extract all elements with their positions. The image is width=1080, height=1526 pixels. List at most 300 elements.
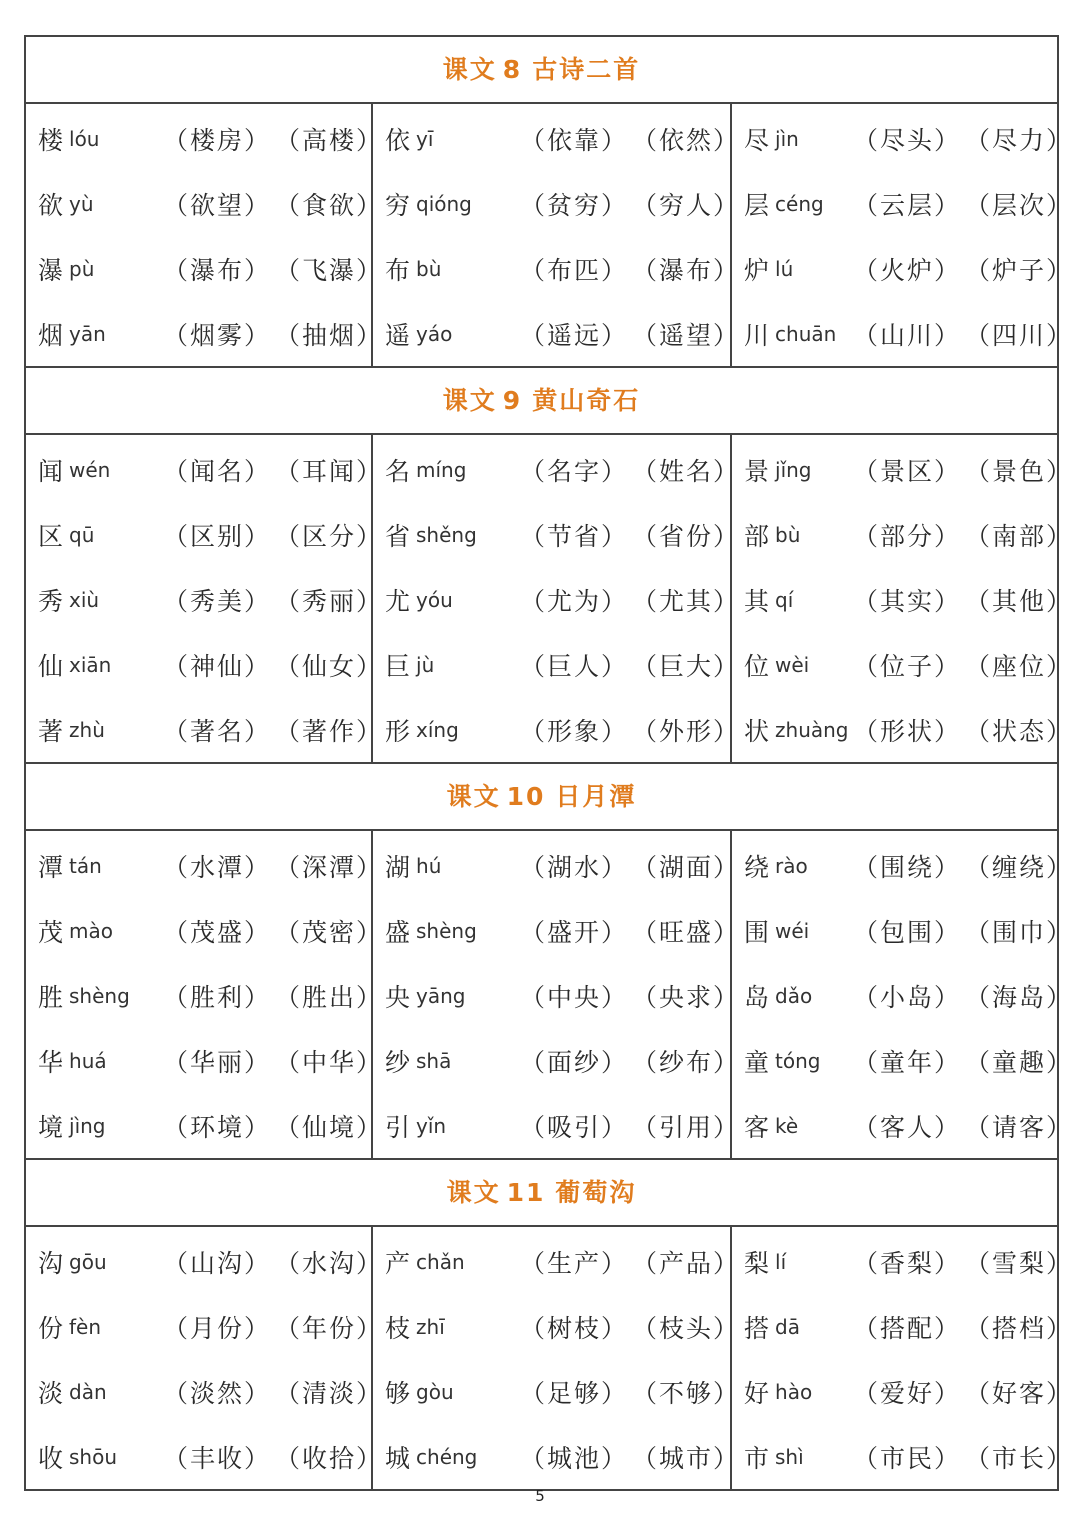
vocab-column bbox=[730, 1227, 1074, 1489]
vocab-entry bbox=[732, 236, 1074, 301]
vocab-character: 瀑 bbox=[38, 255, 64, 285]
vocab-word: （引用） bbox=[632, 1112, 741, 1142]
vocab-word: （穷人） bbox=[632, 190, 741, 220]
vocab-character: 尽 bbox=[744, 125, 770, 155]
vocab-entry bbox=[373, 502, 741, 567]
vocab-entry bbox=[26, 106, 384, 171]
lesson-label: 课文 bbox=[442, 55, 497, 84]
vocab-character: 纱 bbox=[385, 1047, 411, 1077]
vocab-column bbox=[730, 831, 1074, 1158]
vocab-character: 收 bbox=[38, 1443, 64, 1473]
vocab-word: （姓名） bbox=[632, 456, 741, 486]
vocab-word: （著作） bbox=[275, 716, 384, 746]
vocab-pinyin: yāng bbox=[416, 983, 466, 1008]
vocab-entry bbox=[732, 106, 1074, 171]
vocab-word: （年份） bbox=[275, 1313, 384, 1343]
vocab-entry bbox=[732, 1359, 1074, 1424]
vocab-word: （位子） bbox=[853, 651, 962, 681]
vocab-pinyin: yī bbox=[416, 126, 434, 151]
vocab-entry bbox=[373, 236, 741, 301]
vocab-pinyin: tóng bbox=[775, 1048, 821, 1073]
vocab-entry bbox=[373, 833, 741, 898]
lesson-section bbox=[26, 764, 1074, 1160]
vocab-word: （烟雾） bbox=[163, 320, 272, 350]
vocab-word: （清淡） bbox=[275, 1378, 384, 1408]
vocab-word: （云层） bbox=[853, 190, 962, 220]
vocab-character: 区 bbox=[38, 521, 64, 551]
vocab-character: 炉 bbox=[744, 255, 770, 285]
vocab-column bbox=[371, 104, 741, 366]
vocab-character: 华 bbox=[38, 1047, 64, 1077]
vocab-character: 茂 bbox=[38, 917, 64, 947]
vocab-word: （贫穷） bbox=[520, 190, 629, 220]
vocab-pinyin: wéi bbox=[775, 918, 810, 943]
vocab-pinyin: yān bbox=[69, 321, 106, 346]
vocab-entry bbox=[732, 502, 1074, 567]
vocab-word: （山川） bbox=[853, 320, 962, 350]
vocab-pinyin: bù bbox=[416, 256, 442, 281]
vocab-entry bbox=[26, 697, 384, 762]
vocab-pinyin: qí bbox=[775, 587, 794, 612]
vocab-entry bbox=[373, 1294, 741, 1359]
vocab-character: 境 bbox=[38, 1112, 64, 1142]
vocab-character: 穷 bbox=[385, 190, 411, 220]
page-number: 5 bbox=[535, 1487, 545, 1505]
vocab-word: （省份） bbox=[632, 521, 741, 551]
lesson-name: 古诗二首 bbox=[532, 55, 641, 84]
lesson-title bbox=[26, 37, 1057, 104]
vocab-word: （形状） bbox=[853, 716, 962, 746]
vocab-word: （欲望） bbox=[163, 190, 272, 220]
vocab-word: （围巾） bbox=[965, 917, 1074, 947]
vocab-word: （纱布） bbox=[632, 1047, 741, 1077]
vocab-entry bbox=[373, 301, 741, 366]
vocab-word: （水沟） bbox=[275, 1248, 384, 1278]
vocab-entry bbox=[26, 963, 384, 1028]
vocab-character: 围 bbox=[744, 917, 770, 947]
vocab-pinyin: gōu bbox=[69, 1249, 107, 1274]
vocab-character: 童 bbox=[744, 1047, 770, 1077]
vocab-word: （座位） bbox=[965, 651, 1074, 681]
vocab-entry bbox=[26, 833, 384, 898]
vocab-column bbox=[371, 831, 741, 1158]
vocab-pinyin: shōu bbox=[69, 1444, 118, 1469]
vocab-word: （淡然） bbox=[163, 1378, 272, 1408]
vocab-word: （节省） bbox=[520, 521, 629, 551]
vocab-word: （香梨） bbox=[853, 1248, 962, 1278]
vocab-word: （布匹） bbox=[520, 255, 629, 285]
vocab-column bbox=[730, 104, 1074, 366]
vocab-entry bbox=[26, 236, 384, 301]
vocab-word: （围绕） bbox=[853, 852, 962, 882]
vocab-pinyin: wén bbox=[69, 457, 111, 482]
vocabulary-table bbox=[24, 35, 1074, 1491]
vocab-character: 枝 bbox=[385, 1313, 411, 1343]
vocab-character: 产 bbox=[385, 1248, 411, 1278]
vocab-word: （央求） bbox=[632, 982, 741, 1012]
vocab-character: 仙 bbox=[38, 651, 64, 681]
vocab-pinyin: lú bbox=[775, 256, 794, 281]
vocab-entry bbox=[732, 898, 1074, 963]
vocab-character: 烟 bbox=[38, 320, 64, 350]
vocab-pinyin: wèi bbox=[775, 652, 810, 677]
vocab-word: （面纱） bbox=[520, 1047, 629, 1077]
vocab-entry bbox=[732, 567, 1074, 632]
vocab-entry bbox=[26, 567, 384, 632]
vocab-word: （华丽） bbox=[163, 1047, 272, 1077]
vocab-word: （中央） bbox=[520, 982, 629, 1012]
vocab-word: （好客） bbox=[965, 1378, 1074, 1408]
vocab-word: （名字） bbox=[520, 456, 629, 486]
vocab-word: （秀美） bbox=[163, 586, 272, 616]
lesson-section bbox=[26, 37, 1074, 368]
vocab-word: （景色） bbox=[965, 456, 1074, 486]
vocab-character: 形 bbox=[385, 716, 411, 746]
vocab-entry bbox=[732, 1229, 1074, 1294]
vocab-character: 盛 bbox=[385, 917, 411, 947]
vocab-pinyin: lí bbox=[775, 1249, 787, 1274]
lesson-grid bbox=[26, 831, 1074, 1160]
vocab-pinyin: zhuàng bbox=[775, 717, 849, 742]
vocab-character: 淡 bbox=[38, 1378, 64, 1408]
vocab-word: （树枝） bbox=[520, 1313, 629, 1343]
vocab-pinyin: xiān bbox=[69, 652, 112, 677]
vocab-word: （市长） bbox=[965, 1443, 1074, 1473]
vocab-character: 层 bbox=[744, 190, 770, 220]
vocab-character: 川 bbox=[744, 320, 770, 350]
vocab-character: 遥 bbox=[385, 320, 411, 350]
vocab-entry bbox=[26, 1093, 384, 1158]
vocab-word: （抽烟） bbox=[275, 320, 384, 350]
vocab-character: 胜 bbox=[38, 982, 64, 1012]
vocab-pinyin: céng bbox=[775, 191, 824, 216]
vocab-entry bbox=[732, 963, 1074, 1028]
vocab-pinyin: yóu bbox=[416, 587, 453, 612]
vocab-word: （包围） bbox=[853, 917, 962, 947]
vocab-entry bbox=[373, 1028, 741, 1093]
vocab-pinyin: zhī bbox=[416, 1314, 445, 1339]
vocab-pinyin: bù bbox=[775, 522, 801, 547]
lesson-name: 黄山奇石 bbox=[532, 386, 641, 415]
vocab-word: （盛开） bbox=[520, 917, 629, 947]
lesson-number: 11 bbox=[506, 1178, 546, 1207]
vocab-word: （深潭） bbox=[275, 852, 384, 882]
vocab-word: （收拾） bbox=[275, 1443, 384, 1473]
vocab-pinyin: dǎo bbox=[775, 983, 813, 1008]
vocab-character: 名 bbox=[385, 456, 411, 486]
vocab-character: 好 bbox=[744, 1378, 770, 1408]
vocab-word: （尤其） bbox=[632, 586, 741, 616]
vocab-entry bbox=[26, 898, 384, 963]
lesson-label: 课文 bbox=[442, 386, 497, 415]
vocab-word: （城市） bbox=[632, 1443, 741, 1473]
vocab-word: （形象） bbox=[520, 716, 629, 746]
vocab-column bbox=[730, 435, 1074, 762]
vocab-pinyin: jìng bbox=[69, 1113, 106, 1138]
vocab-word: （茂盛） bbox=[163, 917, 272, 947]
lesson-grid bbox=[26, 104, 1074, 368]
vocab-entry bbox=[26, 1359, 384, 1424]
vocab-pinyin: chǎn bbox=[416, 1249, 465, 1274]
vocab-character: 闻 bbox=[38, 456, 64, 486]
vocab-word: （海岛） bbox=[965, 982, 1074, 1012]
vocab-entry bbox=[26, 1229, 384, 1294]
vocab-pinyin: chéng bbox=[416, 1444, 478, 1469]
vocab-entry bbox=[732, 1294, 1074, 1359]
vocab-entry bbox=[732, 833, 1074, 898]
vocab-entry bbox=[373, 963, 741, 1028]
vocab-entry bbox=[373, 567, 741, 632]
vocab-entry bbox=[373, 106, 741, 171]
vocab-entry bbox=[732, 632, 1074, 697]
vocab-word: （尤为） bbox=[520, 586, 629, 616]
vocab-entry bbox=[732, 171, 1074, 236]
vocab-entry bbox=[26, 171, 384, 236]
vocab-character: 沟 bbox=[38, 1248, 64, 1278]
vocab-character: 景 bbox=[744, 456, 770, 486]
vocab-word: （童趣） bbox=[965, 1047, 1074, 1077]
vocab-pinyin: míng bbox=[416, 457, 467, 482]
vocab-pinyin: mào bbox=[69, 918, 113, 943]
lesson-number: 10 bbox=[506, 782, 546, 811]
vocab-column bbox=[26, 435, 384, 762]
vocab-word: （耳闻） bbox=[275, 456, 384, 486]
vocab-word: （楼房） bbox=[163, 125, 272, 155]
vocab-word: （区别） bbox=[163, 521, 272, 551]
vocab-pinyin: shèng bbox=[416, 918, 477, 943]
vocab-entry bbox=[26, 437, 384, 502]
vocab-character: 依 bbox=[385, 125, 411, 155]
vocab-word: （炉子） bbox=[965, 255, 1074, 285]
vocab-character: 布 bbox=[385, 255, 411, 285]
vocab-character: 楼 bbox=[38, 125, 64, 155]
vocab-pinyin: shěng bbox=[416, 522, 477, 547]
vocab-word: （闻名） bbox=[163, 456, 272, 486]
vocab-pinyin: hú bbox=[416, 853, 442, 878]
lesson-name: 日月潭 bbox=[555, 782, 637, 811]
vocab-entry bbox=[373, 1359, 741, 1424]
lesson-section bbox=[26, 368, 1074, 764]
vocab-character: 绕 bbox=[744, 852, 770, 882]
vocab-character: 份 bbox=[38, 1313, 64, 1343]
vocab-character: 其 bbox=[744, 586, 770, 616]
lesson-title bbox=[26, 368, 1057, 435]
lesson-grid bbox=[26, 1227, 1074, 1489]
vocab-pinyin: hào bbox=[775, 1379, 813, 1404]
vocab-pinyin: lóu bbox=[69, 126, 100, 151]
vocab-word: （缠绕） bbox=[965, 852, 1074, 882]
vocab-entry bbox=[373, 1424, 741, 1489]
vocab-word: （秀丽） bbox=[275, 586, 384, 616]
vocab-word: （旺盛） bbox=[632, 917, 741, 947]
vocab-pinyin: dā bbox=[775, 1314, 800, 1339]
vocab-pinyin: huá bbox=[69, 1048, 107, 1073]
vocab-character: 部 bbox=[744, 521, 770, 551]
vocab-word: （客人） bbox=[853, 1112, 962, 1142]
vocab-character: 客 bbox=[744, 1112, 770, 1142]
vocab-entry bbox=[732, 1093, 1074, 1158]
vocab-word: （环境） bbox=[163, 1112, 272, 1142]
vocab-entry bbox=[373, 632, 741, 697]
vocab-word: （仙境） bbox=[275, 1112, 384, 1142]
vocab-entry bbox=[373, 697, 741, 762]
vocab-pinyin: qióng bbox=[416, 191, 472, 216]
vocab-pinyin: zhù bbox=[69, 717, 105, 742]
lesson-label: 课文 bbox=[446, 1178, 501, 1207]
vocab-character: 潭 bbox=[38, 852, 64, 882]
vocab-word: （市民） bbox=[853, 1443, 962, 1473]
vocab-word: （胜利） bbox=[163, 982, 272, 1012]
vocab-word: （依然） bbox=[632, 125, 741, 155]
vocab-pinyin: jǐng bbox=[775, 457, 812, 482]
vocab-word: （外形） bbox=[632, 716, 741, 746]
vocab-entry bbox=[26, 1424, 384, 1489]
vocab-word: （其他） bbox=[965, 586, 1074, 616]
vocab-word: （景区） bbox=[853, 456, 962, 486]
vocab-entry bbox=[373, 437, 741, 502]
vocab-word: （雪梨） bbox=[965, 1248, 1074, 1278]
vocab-entry bbox=[26, 301, 384, 366]
vocab-word: （搭档） bbox=[965, 1313, 1074, 1343]
vocab-word: （吸引） bbox=[520, 1112, 629, 1142]
vocab-column bbox=[371, 435, 741, 762]
vocab-pinyin: shì bbox=[775, 1444, 804, 1469]
vocab-pinyin: rào bbox=[775, 853, 808, 878]
vocab-character: 湖 bbox=[385, 852, 411, 882]
lesson-label: 课文 bbox=[446, 782, 501, 811]
vocab-entry bbox=[26, 502, 384, 567]
vocab-word: （不够） bbox=[632, 1378, 741, 1408]
lesson-number: 8 bbox=[502, 55, 523, 84]
vocab-pinyin: yù bbox=[69, 191, 94, 216]
vocab-word: （著名） bbox=[163, 716, 272, 746]
vocab-column bbox=[26, 831, 384, 1158]
vocab-pinyin: yǐn bbox=[416, 1113, 447, 1138]
vocab-character: 秀 bbox=[38, 586, 64, 616]
vocab-character: 状 bbox=[744, 716, 770, 746]
vocab-word: （搭配） bbox=[853, 1313, 962, 1343]
vocab-character: 城 bbox=[385, 1443, 411, 1473]
vocab-word: （瀑布） bbox=[163, 255, 272, 285]
vocab-word: （食欲） bbox=[275, 190, 384, 220]
vocab-pinyin: pù bbox=[69, 256, 95, 281]
vocab-character: 巨 bbox=[385, 651, 411, 681]
vocab-word: （湖水） bbox=[520, 852, 629, 882]
vocab-word: （区分） bbox=[275, 521, 384, 551]
vocab-word: （火炉） bbox=[853, 255, 962, 285]
vocab-pinyin: qū bbox=[69, 522, 95, 547]
vocab-word: （丰收） bbox=[163, 1443, 272, 1473]
vocab-word: （茂密） bbox=[275, 917, 384, 947]
vocab-character: 尤 bbox=[385, 586, 411, 616]
vocab-entry bbox=[373, 1229, 741, 1294]
vocab-word: （城池） bbox=[520, 1443, 629, 1473]
vocab-word: （遥望） bbox=[632, 320, 741, 350]
vocab-character: 岛 bbox=[744, 982, 770, 1012]
vocab-character: 引 bbox=[385, 1112, 411, 1142]
vocab-word: （山沟） bbox=[163, 1248, 272, 1278]
vocab-entry bbox=[732, 437, 1074, 502]
vocab-column bbox=[371, 1227, 741, 1489]
vocab-word: （生产） bbox=[520, 1248, 629, 1278]
vocab-pinyin: shā bbox=[416, 1048, 452, 1073]
vocab-entry bbox=[732, 1424, 1074, 1489]
vocab-word: （其实） bbox=[853, 586, 962, 616]
vocab-word: （童年） bbox=[853, 1047, 962, 1077]
vocab-character: 梨 bbox=[744, 1248, 770, 1278]
vocab-pinyin: xiù bbox=[69, 587, 100, 612]
vocab-pinyin: shèng bbox=[69, 983, 130, 1008]
vocab-word: （爱好） bbox=[853, 1378, 962, 1408]
vocab-word: （尽头） bbox=[853, 125, 962, 155]
vocab-word: （水潭） bbox=[163, 852, 272, 882]
vocab-character: 够 bbox=[385, 1378, 411, 1408]
vocab-word: （巨人） bbox=[520, 651, 629, 681]
vocab-column bbox=[26, 1227, 384, 1489]
vocab-word: （胜出） bbox=[275, 982, 384, 1012]
vocab-word: （仙女） bbox=[275, 651, 384, 681]
vocab-word: （神仙） bbox=[163, 651, 272, 681]
vocab-pinyin: xíng bbox=[416, 717, 459, 742]
vocab-word: （瀑布） bbox=[632, 255, 741, 285]
vocab-entry bbox=[732, 697, 1074, 762]
vocab-entry bbox=[373, 171, 741, 236]
vocab-column bbox=[26, 104, 384, 366]
vocab-word: （巨大） bbox=[632, 651, 741, 681]
vocab-word: （四川） bbox=[965, 320, 1074, 350]
vocab-word: （月份） bbox=[163, 1313, 272, 1343]
lesson-grid bbox=[26, 435, 1074, 764]
vocab-entry bbox=[373, 1093, 741, 1158]
vocab-word: （枝头） bbox=[632, 1313, 741, 1343]
vocab-pinyin: kè bbox=[775, 1113, 799, 1138]
vocab-word: （足够） bbox=[520, 1378, 629, 1408]
lesson-number: 9 bbox=[502, 386, 523, 415]
vocab-word: （高楼） bbox=[275, 125, 384, 155]
lesson-name: 葡萄沟 bbox=[555, 1178, 637, 1207]
vocab-character: 央 bbox=[385, 982, 411, 1012]
vocab-word: （遥远） bbox=[520, 320, 629, 350]
vocab-pinyin: dàn bbox=[69, 1379, 107, 1404]
vocab-character: 著 bbox=[38, 716, 64, 746]
vocab-pinyin: fèn bbox=[69, 1314, 102, 1339]
vocab-entry bbox=[373, 898, 741, 963]
vocab-character: 省 bbox=[385, 521, 411, 551]
vocab-word: （部分） bbox=[853, 521, 962, 551]
vocab-entry bbox=[26, 632, 384, 697]
vocab-word: （依靠） bbox=[520, 125, 629, 155]
vocab-pinyin: tán bbox=[69, 853, 102, 878]
vocab-pinyin: gòu bbox=[416, 1379, 454, 1404]
lesson-title bbox=[26, 764, 1057, 831]
vocab-pinyin: yáo bbox=[416, 321, 453, 346]
vocab-pinyin: jìn bbox=[775, 126, 799, 151]
vocab-word: （湖面） bbox=[632, 852, 741, 882]
vocab-word: （状态） bbox=[965, 716, 1074, 746]
lesson-section bbox=[26, 1160, 1074, 1489]
vocab-word: （中华） bbox=[275, 1047, 384, 1077]
vocab-entry bbox=[732, 301, 1074, 366]
vocab-pinyin: chuān bbox=[775, 321, 837, 346]
vocab-word: （请客） bbox=[965, 1112, 1074, 1142]
vocab-word: （产品） bbox=[632, 1248, 741, 1278]
vocab-character: 欲 bbox=[38, 190, 64, 220]
vocab-word: （南部） bbox=[965, 521, 1074, 551]
vocab-character: 搭 bbox=[744, 1313, 770, 1343]
vocab-word: （层次） bbox=[965, 190, 1074, 220]
vocab-pinyin: jù bbox=[416, 652, 435, 677]
vocab-word: （小岛） bbox=[853, 982, 962, 1012]
